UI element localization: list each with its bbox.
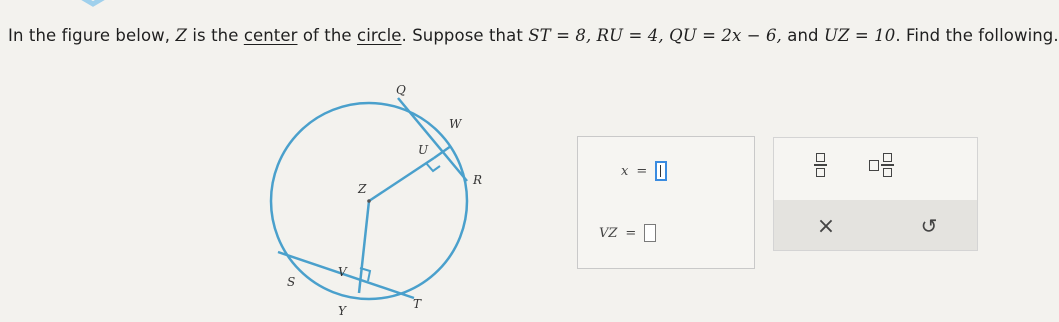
label-v: V — [338, 265, 347, 279]
clear-button[interactable] — [811, 212, 841, 240]
given-values: ST = 8, RU = 4, QU = 2x − 6, — [528, 26, 782, 45]
segment-uw — [434, 146, 451, 158]
problem-text: . Suppose that — [401, 26, 529, 45]
math-z: Z — [175, 26, 188, 45]
fraction-icon — [814, 153, 827, 177]
vz-label: VZ — [599, 225, 618, 241]
segment-zu — [369, 158, 434, 201]
fraction-button[interactable] — [807, 150, 833, 180]
problem-text: is the — [187, 26, 244, 45]
x-answer-row — [621, 161, 667, 181]
chord-qr — [398, 98, 467, 181]
vz-answer-row — [599, 224, 656, 242]
equals-sign: = — [625, 225, 637, 241]
problem-text: and — [781, 26, 824, 45]
right-angle-u — [426, 163, 440, 171]
label-s: S — [287, 275, 296, 289]
math-toolbar — [773, 137, 978, 251]
label-y: Y — [338, 304, 346, 318]
center-point — [367, 199, 371, 203]
toolbar-action-strip — [774, 200, 977, 250]
label-r: R — [473, 173, 483, 187]
mixed-number-button[interactable] — [864, 150, 898, 180]
label-z: Z — [358, 182, 367, 196]
x-label: x — [621, 163, 629, 179]
undo-icon: ↺ — [920, 214, 938, 238]
label-w: W — [449, 117, 462, 131]
center-link[interactable]: center — [243, 26, 298, 45]
label-q: Q — [396, 83, 406, 97]
label-u: U — [418, 143, 429, 157]
clear-x-icon: × — [816, 213, 836, 239]
undo-button[interactable] — [914, 212, 944, 240]
answer-panel — [577, 136, 755, 269]
problem-text: of the — [297, 26, 358, 45]
problem-text: . Find the following. — [895, 26, 1059, 45]
circle-link[interactable]: circle — [357, 26, 402, 45]
problem-statement — [8, 26, 1059, 45]
equals-sign: = — [636, 163, 648, 179]
vz-input[interactable] — [644, 224, 656, 242]
x-input[interactable] — [655, 161, 667, 181]
given-uz: UZ = 10 — [823, 26, 896, 45]
chevron-down-icon[interactable] — [70, 0, 116, 6]
text-cursor — [660, 165, 661, 177]
circle-figure — [262, 80, 502, 322]
mixed-number-icon — [869, 153, 894, 177]
problem-text: In the figure below, — [8, 26, 176, 45]
label-t: T — [413, 297, 422, 311]
